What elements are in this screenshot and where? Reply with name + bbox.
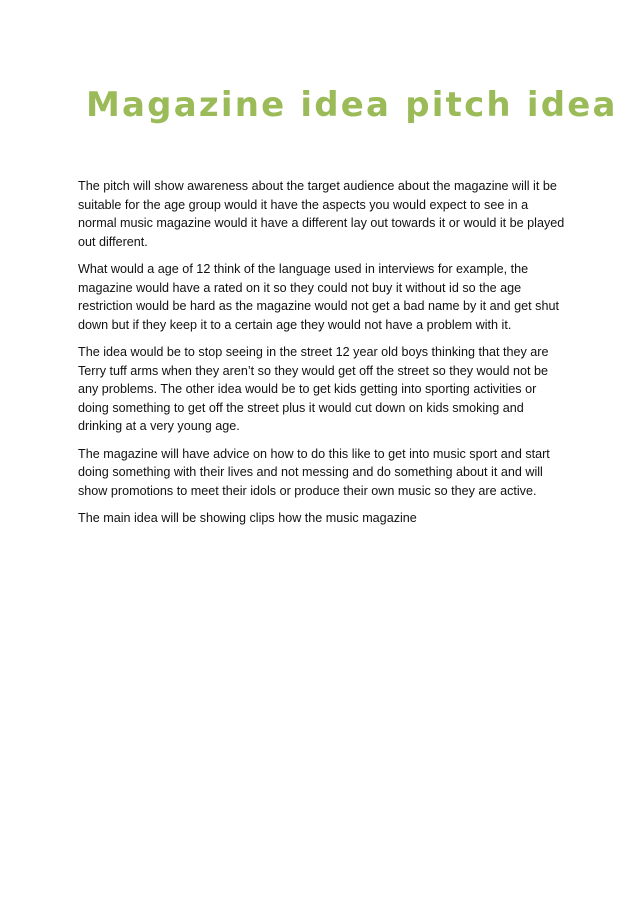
paragraph-2: What would a age of 12 think of the language used in interviews for example, the magazine would have a rated on it so they could not buy it without id so the age restriction would be hard as the magazine would not get a bad name by it and get shut down but if they keep it to a certain age they would not have a problem with it. <box>78 262 559 332</box>
document-title: Magazine idea pitch idea <box>86 85 618 125</box>
paragraph-1: The pitch will show awareness about the target audience about the magazine will it be suitable for the age group would it have the aspects you would expect to see in a normal music magazine would it have a different lay out towards it or would it be played out different. <box>78 179 565 249</box>
document-body <box>78 177 568 537</box>
paragraph-4: The magazine will have advice on how to do this like to get into music sport and start doing something with their lives and not messing and do something about it and will show promotions to meet their idols or produce their own music so they are active. <box>78 446 550 498</box>
paragraph-3: The idea would be to stop seeing in the street 12 year old boys thinking that they are Terry tuff arms when they aren’t so they would get off the street so they would not be any problems. The other idea would be to get kids getting into sporting activities or doing something to get off the street plus it would cut down on kids smoking and drinking at a very young age. <box>78 345 549 433</box>
paragraph-5: The main idea will be showing clips how the music magazine <box>78 511 417 525</box>
